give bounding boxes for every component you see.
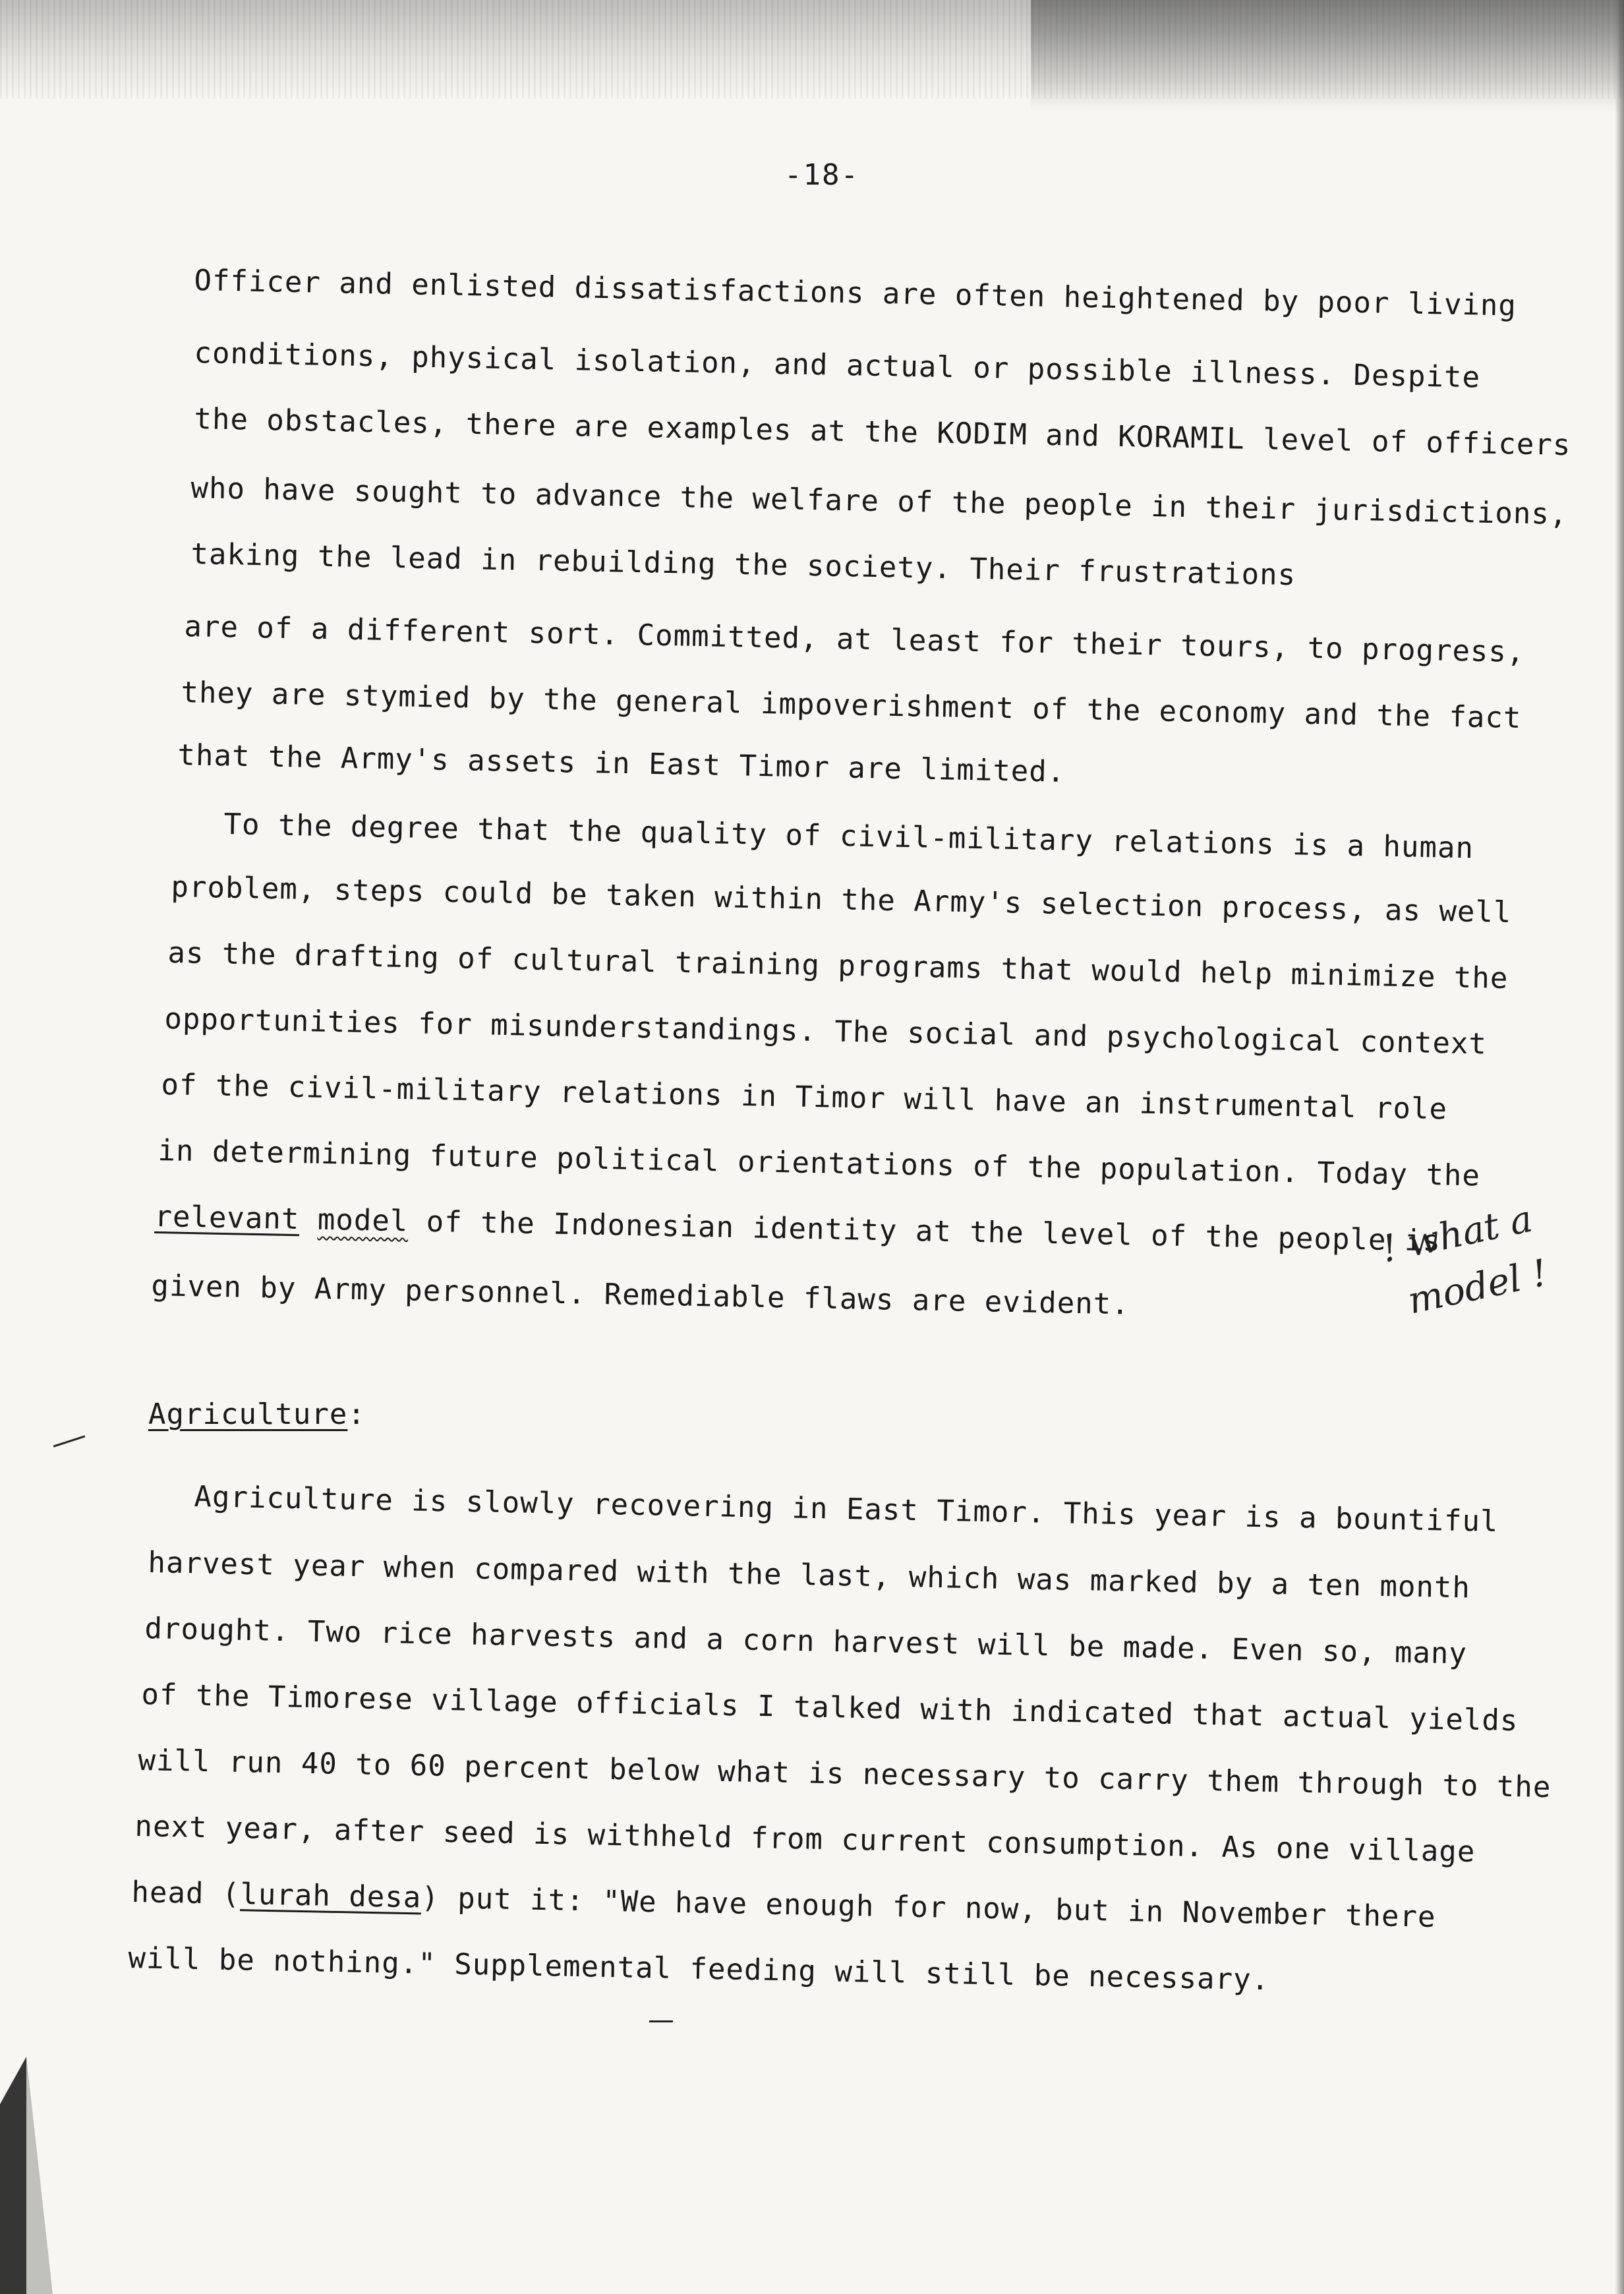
paragraph-3-line: will be nothing." Supplemental feeding will still be necessary.: [128, 1941, 1270, 1997]
paragraph-2-line: as the drafting of cultural training programs that would help minimize the: [167, 936, 1509, 996]
section-heading-colon: :: [347, 1397, 366, 1431]
paragraph-2-line: To the degree that the quality of civil-military relations is a human: [223, 808, 1474, 866]
paragraph-1-line: are of a different sort. Committed, at least for their tours, to progress,: [184, 610, 1525, 670]
paragraph-2-line: in determining future political orientations of the population. Today the: [158, 1134, 1481, 1193]
paragraph-3-line: will run 40 to 60 percent below what is necessary to carry them through to the: [138, 1744, 1552, 1805]
scan-bottom-left-artifact: [0, 2057, 79, 2294]
paragraph-2-line: problem, steps could be taken within the Army's selection process, as well: [171, 870, 1512, 930]
paragraph-2-line: of the civil-military relations in Timor will have an instrumental role: [161, 1068, 1448, 1127]
paragraph-3-line: [131, 1875, 1436, 1934]
paragraph-1-line: they are stymied by the general impoverishment of the economy and the fact: [181, 676, 1522, 736]
paragraph-1-line: the obstacles, there are examples at the KODIM and KORAMIL level of officers: [194, 402, 1571, 463]
section-heading-text: Agriculture: [148, 1397, 348, 1431]
stray-mark: [649, 2020, 673, 2022]
annotation-line: ! what a: [1378, 1197, 1536, 1272]
paragraph-3-line: harvest year when compared with the last, which was marked by a ten month: [148, 1546, 1471, 1605]
underlined-word-relevant: relevant: [154, 1200, 300, 1237]
paragraph-3-line: next year, after seed is withheld from current consumption. As one village: [134, 1809, 1476, 1869]
paragraph-1-line: who have sought to advance the welfare of the people in their jurisdictions,: [190, 471, 1568, 532]
wavy-underlined-word-model: model: [317, 1202, 409, 1239]
paragraph-1-line: conditions, physical isolation, and actual or possible illness. Despite: [194, 336, 1481, 395]
paragraph-1-line: that the Army's assets in East Timor are limited.: [177, 738, 1066, 789]
paragraph-3-line: of the Timorese village officials I talked with indicated that actual yields: [141, 1678, 1519, 1738]
paragraph-2-line: [154, 1200, 1441, 1258]
paragraph-2-line: given by Army personnel. Remediable flaws are evident.: [151, 1269, 1130, 1322]
annotation-line: model !: [1404, 1251, 1552, 1323]
paragraph-2-line-text: of the Indonesian identity at the level of the people is: [407, 1204, 1441, 1258]
paragraph-3-line: drought. Two rice harvests and a corn harvest will be made. Even so, many: [144, 1612, 1468, 1671]
page-number: -18-: [784, 158, 859, 192]
scan-right-edge: [1615, 0, 1624, 2294]
paragraph-3-line-text: ) put it: "We have enough for now, but in November there: [420, 1881, 1436, 1934]
paragraph-2-line: opportunities for misunderstandings. The social and psychological context: [164, 1002, 1488, 1061]
paragraph-1-line: Officer and enlisted dissatisfactions are often heightened by poor living: [194, 264, 1517, 323]
underlined-term-lurah-desa: lurah desa: [239, 1877, 422, 1915]
scan-top-shadow: [1031, 0, 1624, 112]
paragraph-3-line-text: head (: [131, 1875, 241, 1912]
handwritten-annotation: [1378, 1197, 1579, 1338]
margin-mark: [53, 1435, 85, 1447]
paragraph-1-line: taking the lead in rebuilding the society. Their frustrations: [190, 537, 1296, 593]
section-heading: [148, 1397, 366, 1431]
paragraph-3-line: Agriculture is slowly recovering in East Timor. This year is a bountiful: [194, 1480, 1499, 1539]
